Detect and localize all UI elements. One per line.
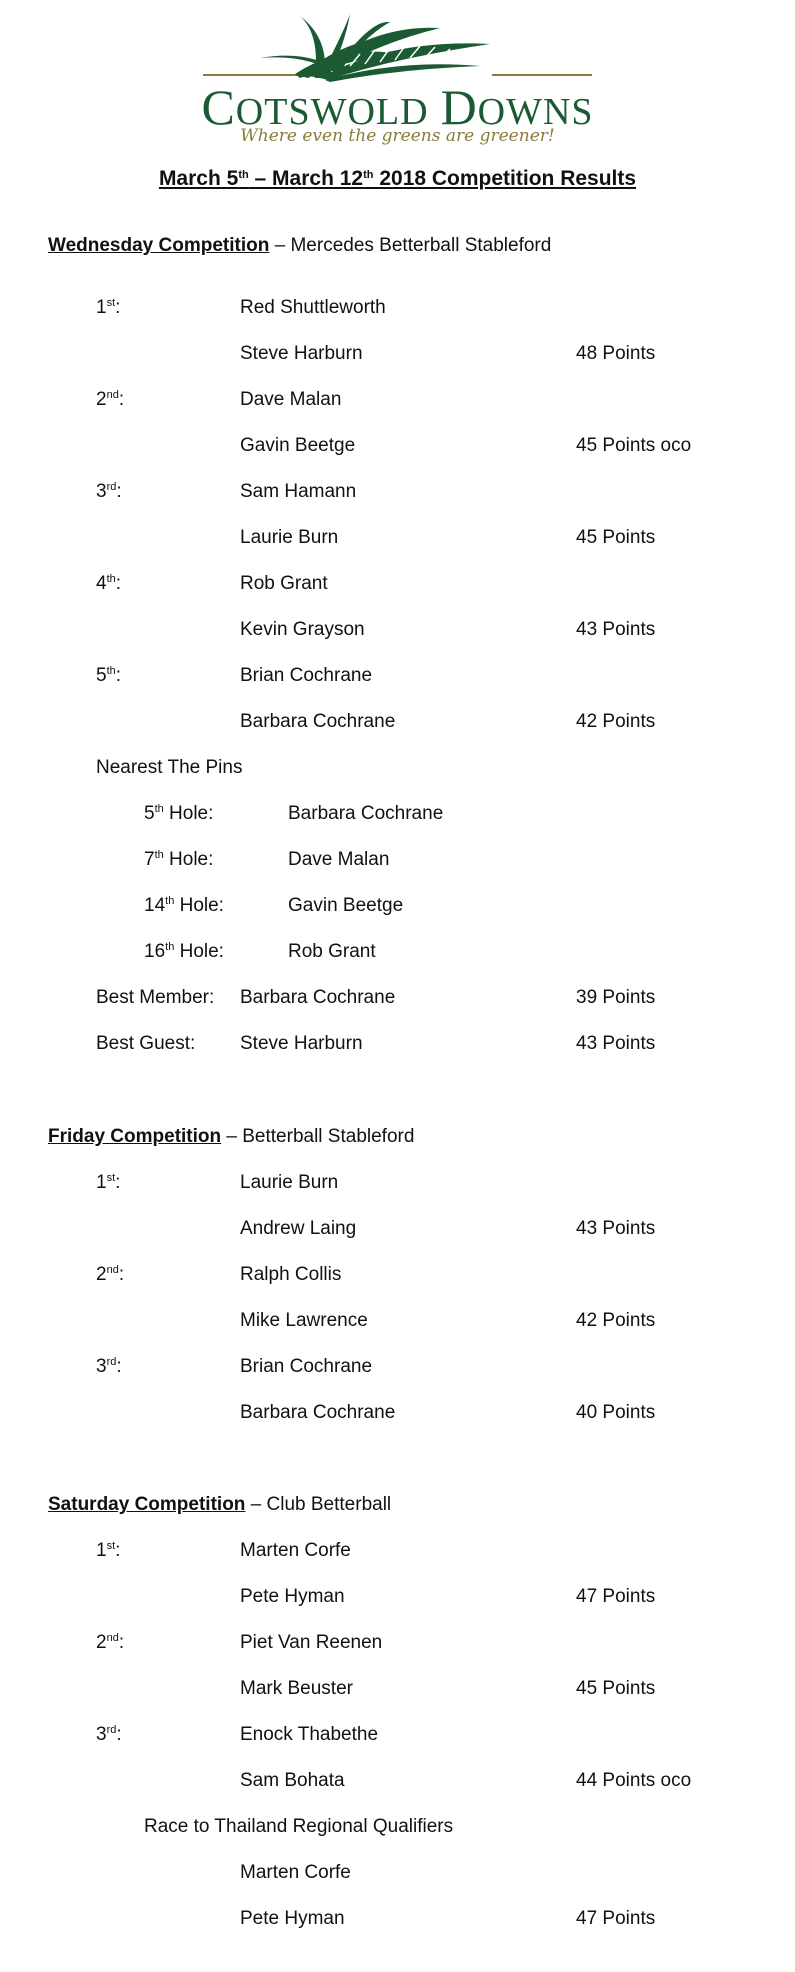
brand-rest-2: OWNS [477, 91, 594, 133]
place-colon: : [116, 1724, 122, 1745]
nearest-the-pins-heading: Nearest The Pins [96, 757, 243, 778]
place-colon: : [118, 1632, 125, 1653]
saturday-heading [48, 1493, 391, 1517]
hole-word: Hole: [174, 895, 224, 916]
place-number: 1 [96, 1172, 107, 1193]
ordinal-suffix: st [106, 1172, 116, 1184]
ordinal-suffix: th [154, 803, 164, 815]
place-colon: : [115, 1540, 121, 1561]
wed-place-3-label [96, 480, 122, 504]
place-colon: : [115, 297, 121, 318]
ordinal-suffix: st [106, 1540, 116, 1552]
place-number: 3 [96, 1356, 107, 1377]
best-guest-label: Best Guest: [96, 1033, 196, 1054]
best-member-name: Barbara Cochrane [240, 987, 396, 1008]
wed-place-3-points: 45 Points [576, 527, 656, 548]
ntp-hole-5-winner: Barbara Cochrane [288, 803, 444, 824]
ordinal-suffix: th [106, 665, 116, 677]
wednesday-heading [48, 234, 551, 258]
best-member-label: Best Member: [96, 987, 215, 1008]
fri-place-2-player-1: Ralph Collis [240, 1264, 342, 1285]
ntp-hole-16-label [144, 940, 224, 964]
fri-place-1-points: 43 Points [576, 1218, 656, 1239]
sat-place-2-player-2: Mark Beuster [240, 1678, 353, 1699]
sat-place-3-player-1: Enock Thabethe [240, 1724, 379, 1745]
hole-word: Hole: [163, 849, 214, 870]
place-number: 1 [96, 1540, 107, 1561]
hole-word: Hole: [163, 803, 214, 824]
fri-place-1-player-2: Andrew Laing [240, 1218, 357, 1239]
wed-place-3-player-2: Laurie Burn [240, 527, 339, 548]
ordinal-suffix: rd [106, 1356, 117, 1368]
brand-initial-c: C [201, 79, 236, 135]
ordinal-suffix: nd [106, 1264, 119, 1276]
wed-place-2-player-1: Dave Malan [240, 389, 342, 410]
saturday-subtitle: – Club Betterball [245, 1494, 392, 1515]
place-colon: : [116, 1356, 122, 1377]
place-number: 4 [96, 573, 107, 594]
sat-place-1-label [96, 1539, 120, 1563]
ordinal-suffix: nd [106, 389, 119, 401]
fri-place-3-player-2: Barbara Cochrane [240, 1402, 396, 1423]
ordinal-suffix: rd [106, 481, 117, 493]
wednesday-subtitle: – Mercedes Betterball Stableford [269, 235, 552, 256]
best-guest-name: Steve Harburn [240, 1033, 363, 1054]
wed-place-2-points: 45 Points oco [576, 435, 692, 456]
fri-place-3-label [96, 1355, 122, 1379]
fri-place-2-player-2: Mike Lawrence [240, 1310, 368, 1331]
wed-place-1-player-2: Steve Harburn [240, 343, 363, 364]
friday-heading-label: Friday Competition [48, 1126, 222, 1147]
ordinal-suffix: th [165, 941, 175, 953]
race-to-thailand-heading: Race to Thailand Regional Qualifiers [144, 1816, 454, 1837]
hole-number: 14 [144, 895, 166, 916]
page-title [0, 167, 795, 191]
ordinal-suffix: th [154, 849, 164, 861]
title-part-1: March 5 [158, 167, 239, 190]
place-colon: : [115, 1172, 121, 1193]
sat-place-1-player-1: Marten Corfe [240, 1540, 351, 1561]
ntp-hole-14-label [144, 894, 224, 918]
logo-tagline: Where even the greens are greener! [240, 126, 555, 146]
fri-place-3-points: 40 Points [576, 1402, 656, 1423]
place-number: 3 [96, 1724, 107, 1745]
sat-place-3-player-2: Sam Bohata [240, 1770, 345, 1791]
sat-place-3-points: 44 Points oco [576, 1770, 692, 1791]
ntp-hole-14-winner: Gavin Beetge [288, 895, 404, 916]
sat-place-1-points: 47 Points [576, 1586, 656, 1607]
wed-place-4-points: 43 Points [576, 619, 656, 640]
ordinal-suffix: nd [106, 1632, 119, 1644]
fri-place-2-label [96, 1263, 124, 1287]
ordinal-suffix: th [106, 573, 116, 585]
place-number: 5 [96, 665, 107, 686]
ordinal-suffix: rd [106, 1724, 117, 1736]
title-sup-2: th [363, 169, 374, 181]
title-part-2: – March 12 [248, 167, 364, 190]
sat-place-3-label [96, 1723, 122, 1747]
wed-place-5-player-2: Barbara Cochrane [240, 711, 396, 732]
place-number: 2 [96, 389, 107, 410]
wed-place-4-player-1: Rob Grant [240, 573, 328, 594]
fri-place-1-player-1: Laurie Burn [240, 1172, 339, 1193]
place-colon: : [115, 573, 122, 594]
race-player-1: Marten Corfe [240, 1862, 351, 1883]
best-guest-points: 43 Points [576, 1033, 656, 1054]
place-number: 3 [96, 481, 107, 502]
ordinal-suffix: st [106, 297, 116, 309]
place-number: 1 [96, 297, 107, 318]
place-colon: : [115, 665, 122, 686]
sat-place-2-player-1: Piet Van Reenen [240, 1632, 383, 1653]
wed-place-2-label [96, 388, 124, 412]
ntp-hole-7-label [144, 848, 213, 872]
wed-place-5-label [96, 664, 121, 688]
brand-initial-d: D [440, 79, 478, 135]
hole-number: 5 [144, 803, 155, 824]
logo-rule-right [492, 74, 592, 76]
hole-number: 7 [144, 849, 155, 870]
wed-place-1-player-1: Red Shuttleworth [240, 297, 386, 318]
friday-subtitle: – Betterball Stableford [221, 1126, 415, 1147]
place-number: 2 [96, 1632, 107, 1653]
wed-place-1-points: 48 Points [576, 343, 656, 364]
fri-place-1-label [96, 1171, 120, 1195]
wed-place-2-player-2: Gavin Beetge [240, 435, 356, 456]
wednesday-heading-label: Wednesday Competition [48, 235, 270, 256]
ntp-hole-7-winner: Dave Malan [288, 849, 390, 870]
place-number: 2 [96, 1264, 107, 1285]
ordinal-suffix: th [165, 895, 175, 907]
ntp-hole-5-label [144, 802, 213, 826]
hole-number: 16 [144, 941, 166, 962]
place-colon: : [118, 389, 125, 410]
sat-place-2-points: 45 Points [576, 1678, 656, 1699]
place-colon: : [118, 1264, 125, 1285]
title-sup-1: th [238, 169, 249, 181]
wed-place-4-label [96, 572, 121, 596]
brand-rest-1: OTSWOLD [235, 91, 429, 133]
place-colon: : [116, 481, 122, 502]
race-points: 47 Points [576, 1908, 656, 1929]
friday-heading [48, 1125, 414, 1149]
title-part-3: 2018 Competition Results [373, 167, 637, 190]
fri-place-3-player-1: Brian Cochrane [240, 1356, 373, 1377]
sat-place-2-label [96, 1631, 124, 1655]
saturday-heading-label: Saturday Competition [48, 1494, 246, 1515]
wed-place-1-label [96, 296, 120, 320]
ntp-hole-16-winner: Rob Grant [288, 941, 376, 962]
wed-place-3-player-1: Sam Hamann [240, 481, 357, 502]
wed-place-5-points: 42 Points [576, 711, 656, 732]
best-member-points: 39 Points [576, 987, 656, 1008]
race-player-2: Pete Hyman [240, 1908, 345, 1929]
wed-place-5-player-1: Brian Cochrane [240, 665, 373, 686]
grass-leaves-icon [200, 14, 500, 84]
hole-word: Hole: [174, 941, 224, 962]
fri-place-2-points: 42 Points [576, 1310, 656, 1331]
wed-place-4-player-2: Kevin Grayson [240, 619, 365, 640]
cotswold-downs-logo [0, 0, 795, 160]
sat-place-1-player-2: Pete Hyman [240, 1586, 345, 1607]
